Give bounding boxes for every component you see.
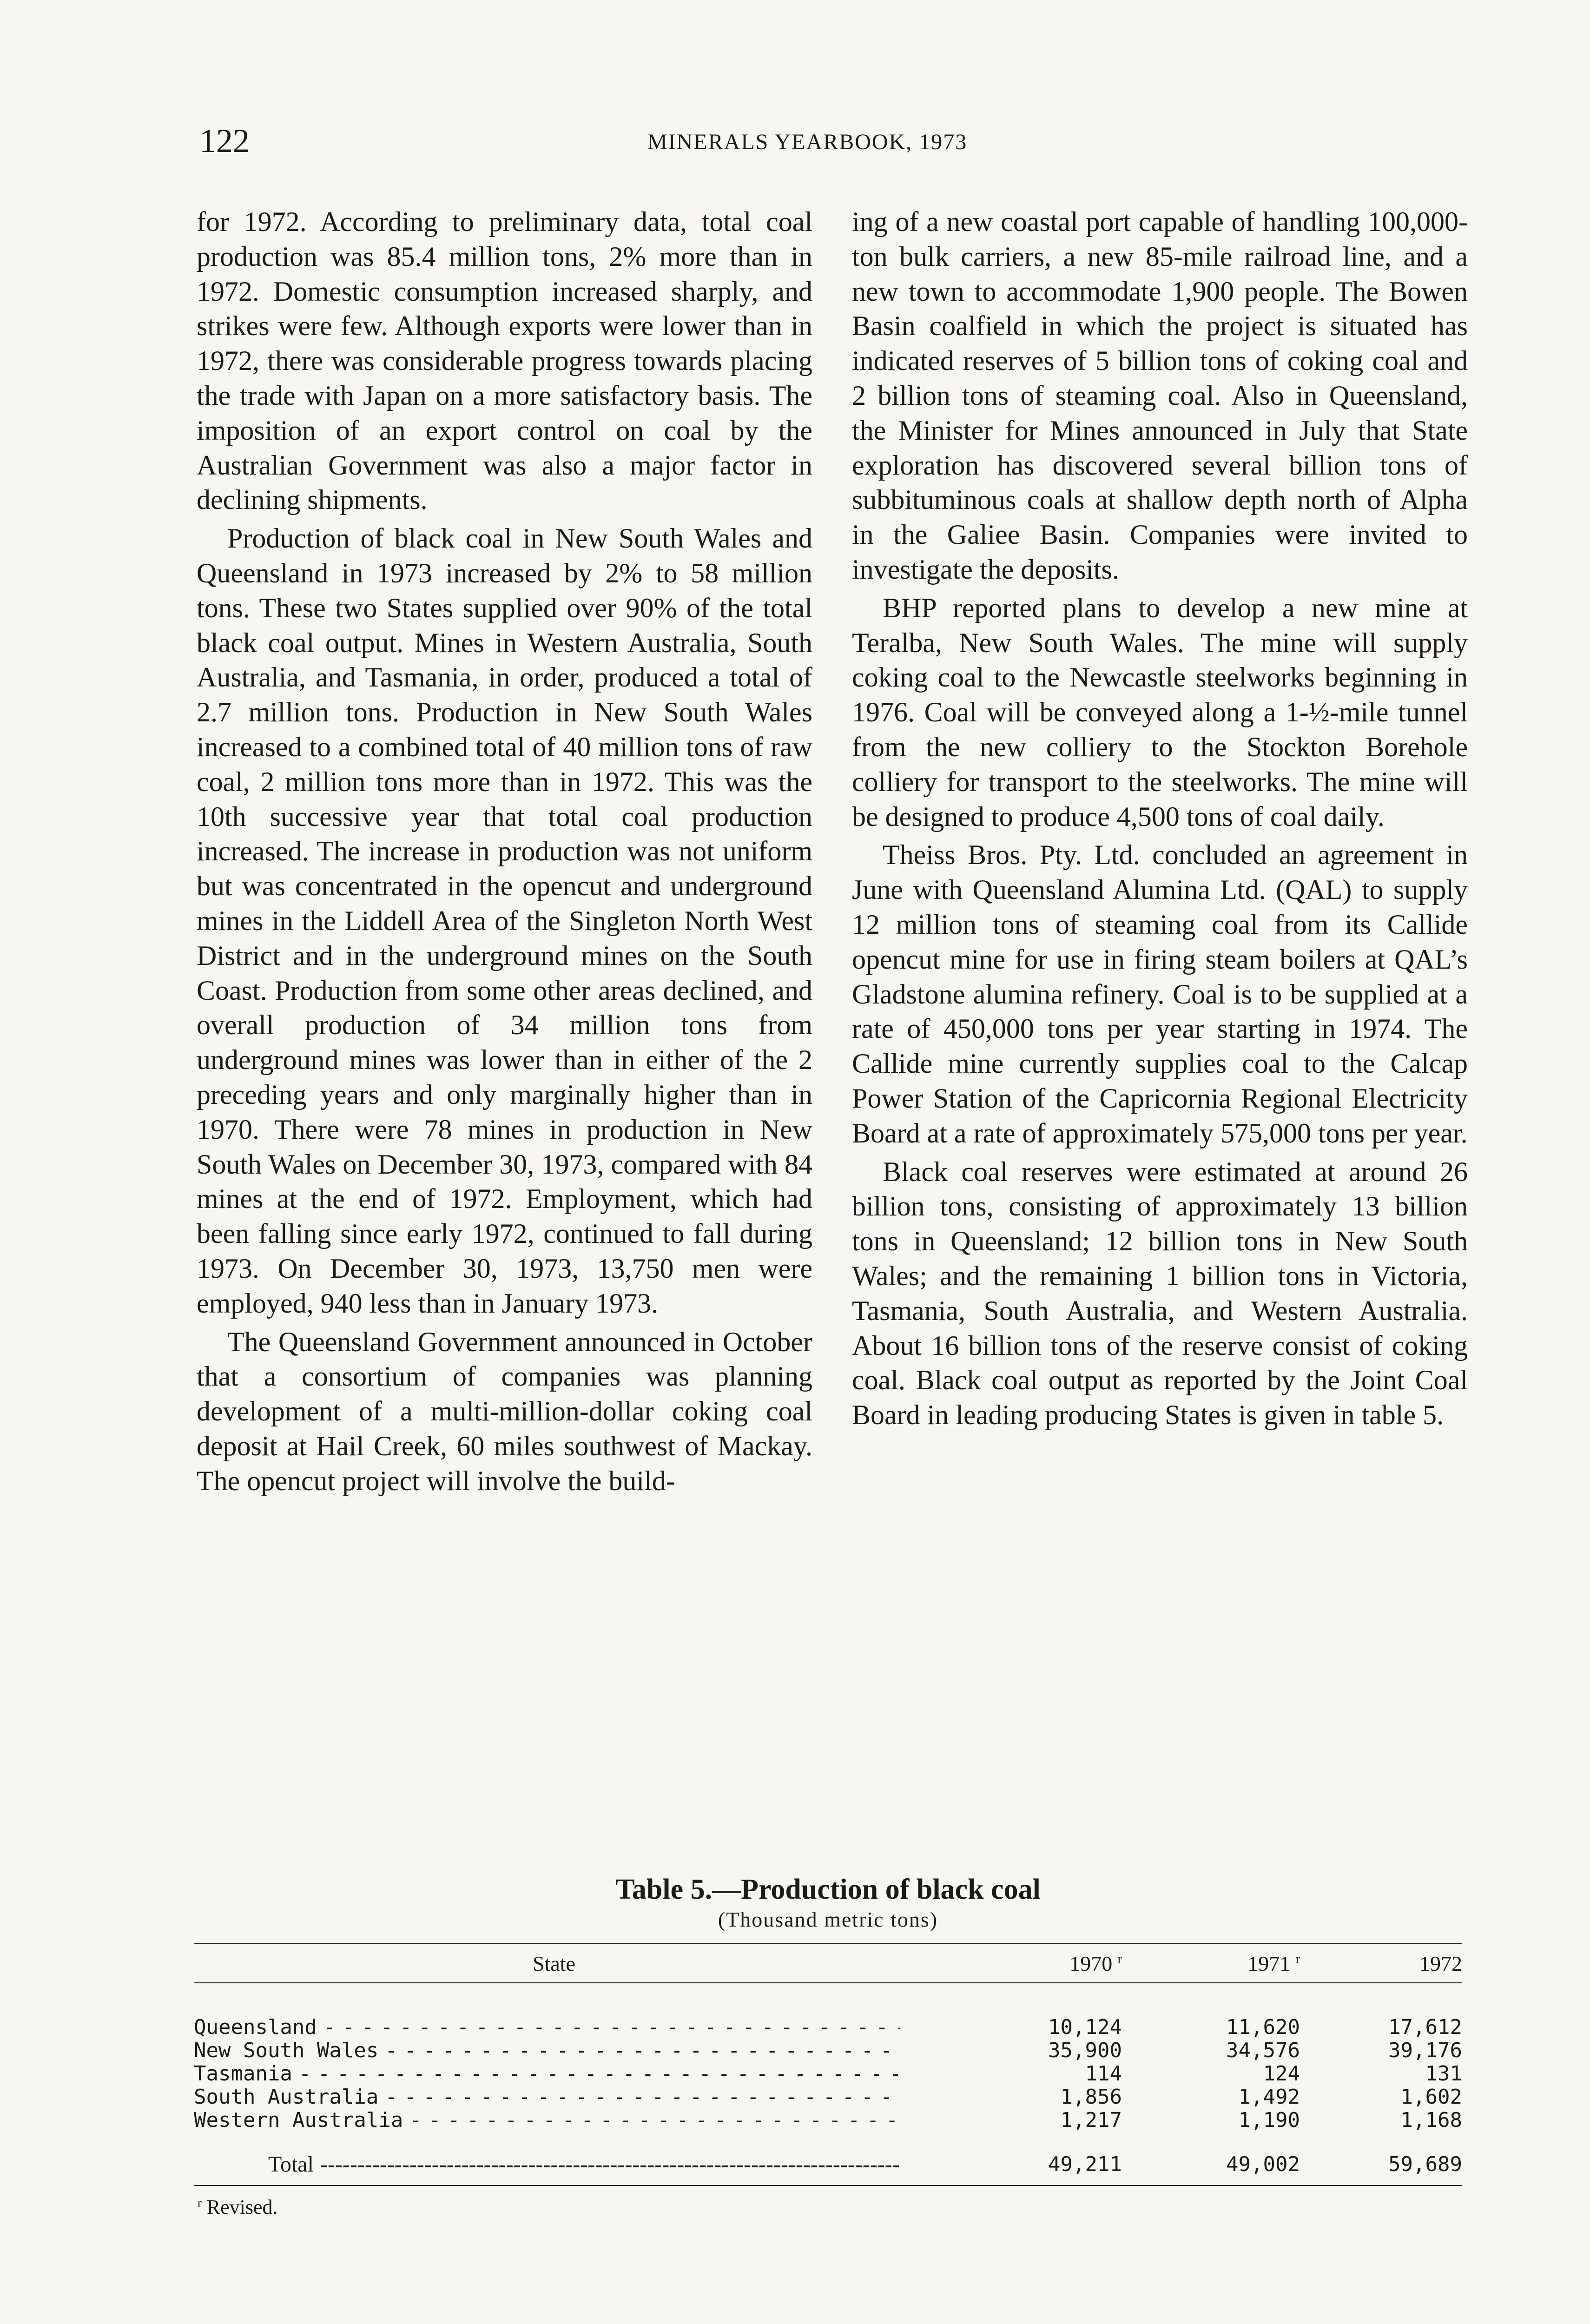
state-name: Tasmania <box>194 2062 292 2086</box>
paragraph: Production of black coal in New South Wales and Queensland in 1973 increased by 2% to 58 million tons. These two States supplied over 90% of the total black coal output. Mines in Western Australia, South Australia, and Tasmania, in order, produced a total of 2.7 million tons. Production in New South Wales increased to a combined total of 40 million tons of raw coal, 2 million tons more than in 1972. This was the 10th successive year that total coal production increased. The increase in production was not uniform but was concentrated in the opencut and underground mines in the Liddell Area of the Singleton North West District and in the underground mines on the South Coast. Production from some other areas declined, and overall production of 34 million tons from underground mines was lower than in either of the 2 preceding years and only marginally higher than in 1970. There were 78 mines in production in New South Wales on December 30, 1973, compared with 84 mines at the end of 1972. Employment, which had been falling since early 1972, continued to fall during 1973. On December 30, 1973, 13,750 men were employed, 940 less than in January 1973. <box>197 523 812 1319</box>
table-footnote: $^r$ Revised. <box>198 2195 278 2218</box>
value-1970: 1,856 <box>1060 2085 1122 2109</box>
value-1972: 1,602 <box>1400 2085 1462 2109</box>
total-1972: 59,689 <box>1388 2152 1462 2176</box>
paragraph: ing of a new coastal port capable of handling 100,000-ton bulk carriers, a new 85-mile railroad line, and a new town to accommodate 1,900 people. The Bowen Basin coalfield in which the project is situated has indicated reserves of 5 billion tons of coking coal and 2 billion tons of steaming coal. Also in Queensland, the Minister for Mines announced in July that State exploration has discovered several billion tons of subbituminous coals at shallow depth north of Alpha in the Galiee Basin. Companies were invited to investigate the deposits. <box>852 206 1468 585</box>
value-1972: 1,168 <box>1400 2108 1462 2132</box>
table-row <box>194 2062 1462 2086</box>
value-1972: 39,176 <box>1388 2039 1462 2062</box>
state-name: South Australia <box>194 2085 379 2109</box>
total-label: Total <box>268 2152 314 2177</box>
total-1971: 49,002 <box>1226 2152 1300 2176</box>
state-name: Western Australia <box>194 2108 403 2132</box>
value-1971: 124 <box>1263 2062 1300 2086</box>
table-title: Table 5.—Production of black coal <box>615 1874 1041 1905</box>
table-rule <box>194 2185 1462 2186</box>
left-column <box>197 205 812 1502</box>
table-row <box>194 2086 1462 2109</box>
value-1970: 114 <box>1085 2062 1122 2086</box>
right-column <box>852 205 1468 1436</box>
value-1970: 35,900 <box>1048 2039 1122 2062</box>
paragraph: BHP reported plans to develop a new mine at Teralba, New South Wales. The mine will supply coking coal to the Newcastle steelworks beginning in 1976. Coal will be conveyed along a 1-½-mile tunnel from the new colliery to the Stockton Borehole colliery for transport to the steelworks. The mine will be designed to produce 4,500 tons of coal daily. <box>852 592 1468 832</box>
paragraph: Theiss Bros. Pty. Ltd. concluded an agreement in June with Queensland Alumina Ltd. (QAL) to supply 12 million tons of steaming coal from its Callide opencut mine for use in firing steam boilers at QAL’s Gladstone alumina refinery. Coal is to be supplied at a rate of 450,000 tons per year starting in 1974. The Callide mine currently supplies coal to the Calcap Power Station of the Capricornia Regional Electricity Board at a rate of approximately 575,000 tons per year. <box>852 839 1468 1149</box>
table-row <box>194 2016 1462 2039</box>
table-body <box>194 1983 1462 2185</box>
value-1971: 1,190 <box>1238 2108 1300 2132</box>
production-table <box>194 1873 1462 2219</box>
value-1971: 1,492 <box>1238 2085 1300 2109</box>
running-title: MINERALS YEARBOOK, 1973 <box>647 130 968 154</box>
table-row <box>194 2109 1462 2132</box>
value-1972: 131 <box>1425 2062 1462 2086</box>
value-1972: 17,612 <box>1388 2015 1462 2039</box>
paragraph: for 1972. According to preliminary data, total coal production was 85.4 million tons, 2% more than in 1972. Domestic consumption increased sharply, and strikes were few. Although exports were lower than in 1972, there was considerable progress towards placing the trade with Japan on a more satisfactory basis. The imposition of an export control on coal by the Australian Government was also a major factor in declining shipments. <box>197 206 812 515</box>
table-header <box>194 1944 1462 1982</box>
paragraph: The Queensland Government announced in October that a consortium of companies was planning development of a multi-million-dollar coking coal deposit at Hail Creek, 60 miles southwest of Mackay. The opencut project will involve the build- <box>197 1326 812 1496</box>
header-1972: 1972 <box>1419 1951 1462 1975</box>
table-subtitle: (Thousand metric tons) <box>718 1908 938 1931</box>
total-1970: 49,211 <box>1048 2152 1122 2176</box>
header-1971: 1971 $^r$ <box>1247 1951 1300 1975</box>
value-1970: 10,124 <box>1048 2015 1122 2039</box>
state-name: New South Wales <box>194 2039 379 2062</box>
table-row <box>194 2039 1462 2062</box>
value-1971: 34,576 <box>1226 2039 1300 2062</box>
value-1971: 11,620 <box>1226 2015 1300 2039</box>
state-name: Queensland <box>194 2015 317 2039</box>
value-1970: 1,217 <box>1060 2108 1122 2132</box>
header-state: State <box>533 1951 575 1975</box>
header-1970: 1970 $^r$ <box>1069 1951 1122 1975</box>
paragraph: Black coal reserves were estimated at around 26 billion tons, consisting of approximately 13 billion tons in Queensland; 12 billion tons in New South Wales; and the remaining 1 billion tons in Victoria, Tasmania, South Australia, and Western Australia. About 16 billion tons of the reserve consist of coking coal. Black coal output as reported by the Joint Coal Board in leading producing States is given in table 5. <box>852 1156 1468 1431</box>
page-number: 122 <box>199 122 250 159</box>
table-total-row <box>194 2143 1462 2185</box>
